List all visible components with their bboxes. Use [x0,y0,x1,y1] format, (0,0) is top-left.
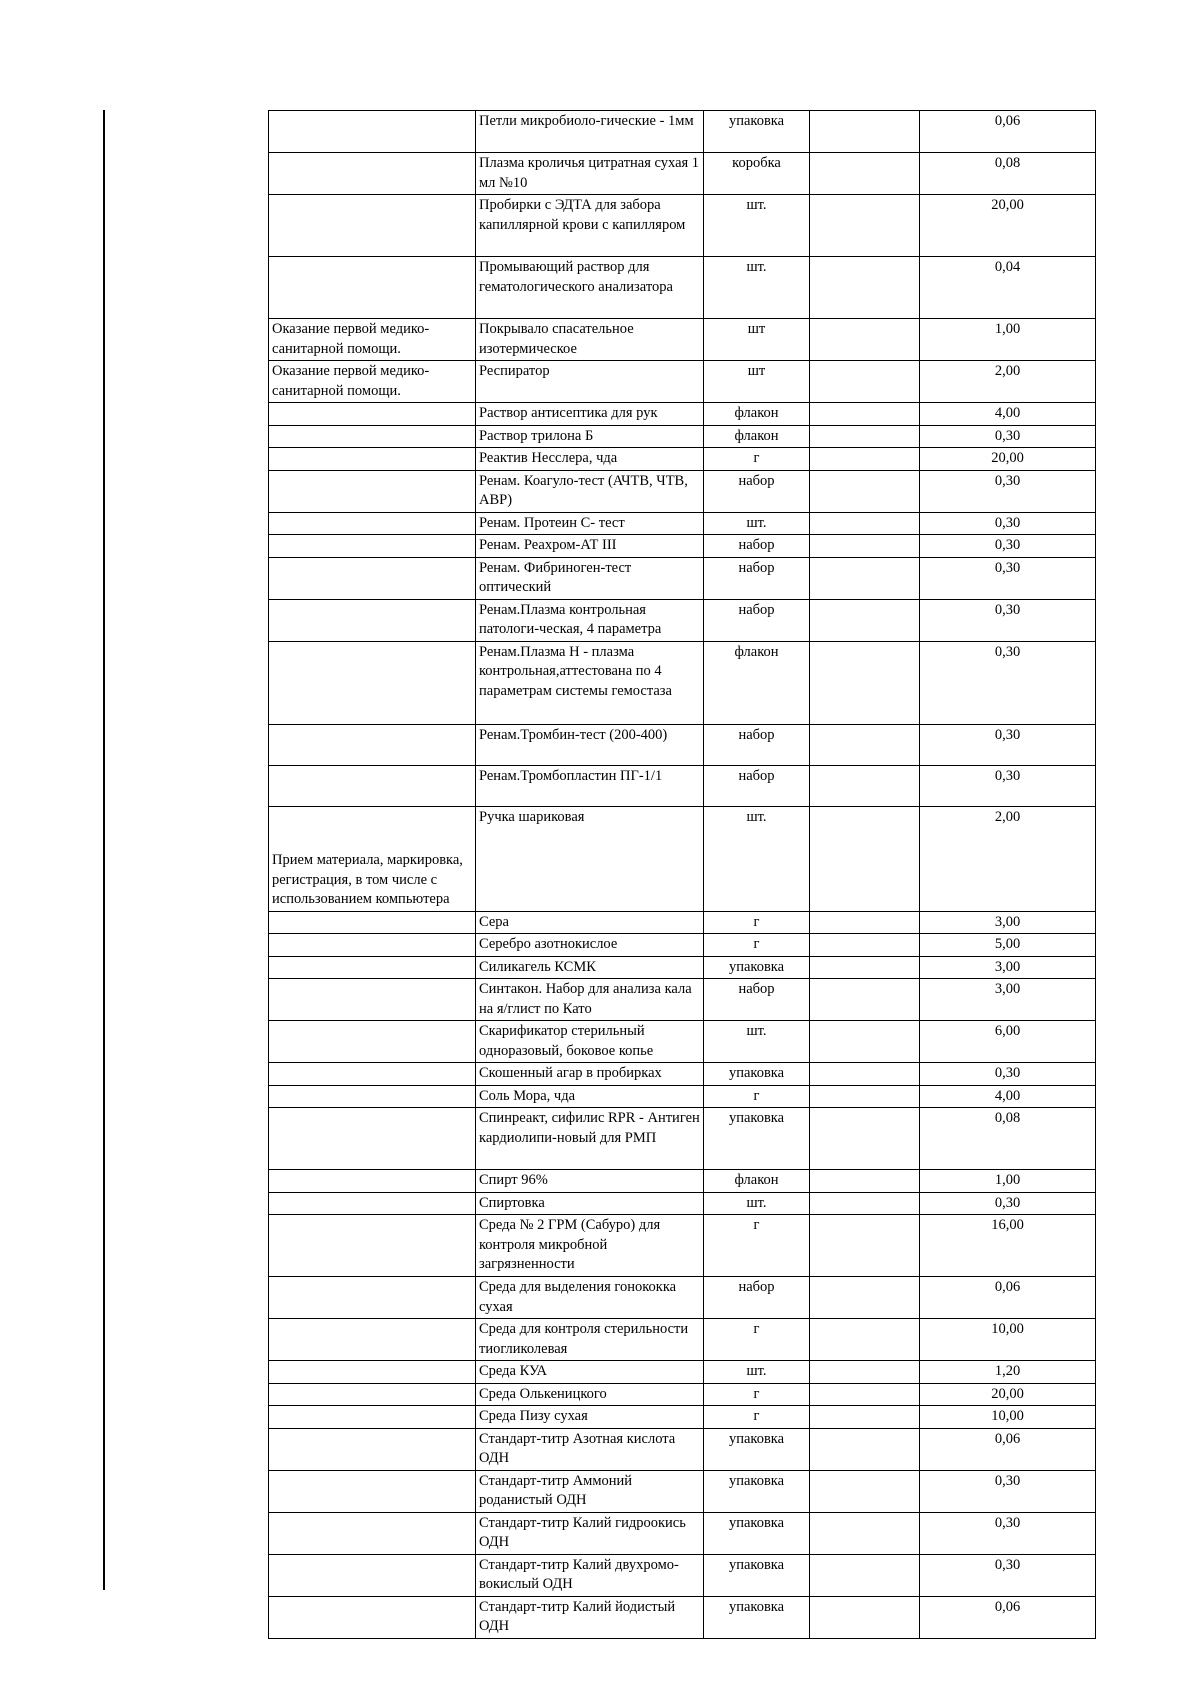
empty-cell [810,724,920,765]
service-cell [269,1021,476,1063]
table-row [269,956,1096,979]
table-row [269,1021,1096,1063]
unit-cell: упаковка [704,1512,810,1554]
table-row [269,1512,1096,1554]
quantity-cell: 0,08 [920,153,1096,195]
quantity-cell: 4,00 [920,403,1096,426]
item-name-cell: Спиртовка [476,1192,704,1215]
unit-cell: упаковка [704,1554,810,1596]
table-row [269,1063,1096,1086]
service-cell [269,153,476,195]
quantity-cell: 6,00 [920,1021,1096,1063]
item-name-cell: Спирт 96% [476,1170,704,1193]
empty-cell [810,1596,920,1638]
empty-cell [810,425,920,448]
unit-cell: флакон [704,1170,810,1193]
empty-cell [810,1277,920,1319]
unit-cell: шт. [704,1192,810,1215]
empty-cell [810,257,920,319]
quantity-cell: 0,06 [920,1428,1096,1470]
quantity-cell: 1,20 [920,1361,1096,1384]
table-row [269,361,1096,403]
service-cell [269,1383,476,1406]
item-name-cell: Соль Мора, чда [476,1085,704,1108]
empty-cell [810,1108,920,1170]
table-row [269,1406,1096,1429]
empty-cell [810,979,920,1021]
table-row [269,535,1096,558]
unit-cell: набор [704,979,810,1021]
unit-cell: набор [704,535,810,558]
item-name-cell: Стандарт-титр Аммоний роданистый ОДН [476,1470,704,1512]
item-name-cell: Петли микробиоло-гические - 1мм [476,111,704,153]
service-cell: Прием материала, маркировка, регистрация, в том числе с использованием компьютера [269,806,476,911]
quantity-cell: 0,30 [920,599,1096,641]
empty-cell [810,911,920,934]
service-cell [269,765,476,806]
item-name-cell: Спинреакт, сифилис RPR - Антиген кардиолипи-новый для РМП [476,1108,704,1170]
item-name-cell: Раствор антисептика для рук [476,403,704,426]
quantity-cell: 0,30 [920,1512,1096,1554]
table-row [269,1085,1096,1108]
quantity-cell: 0,06 [920,111,1096,153]
service-cell [269,641,476,724]
unit-cell: набор [704,599,810,641]
empty-cell [810,361,920,403]
quantity-cell: 3,00 [920,956,1096,979]
service-cell [269,448,476,471]
empty-cell [810,1406,920,1429]
margin-rule [103,110,105,1590]
quantity-cell: 3,00 [920,979,1096,1021]
unit-cell: флакон [704,425,810,448]
item-name-cell: Среда для выделения гонококка сухая [476,1277,704,1319]
table-row [269,425,1096,448]
table-row [269,1383,1096,1406]
item-name-cell: Скошенный агар в пробирках [476,1063,704,1086]
table-row [269,806,1096,911]
quantity-cell: 0,30 [920,1470,1096,1512]
service-cell [269,557,476,599]
service-cell [269,1085,476,1108]
unit-cell: упаковка [704,111,810,153]
unit-cell: флакон [704,641,810,724]
item-name-cell: Плазма кроличья цитратная сухая 1 мл №10 [476,153,704,195]
table-row [269,319,1096,361]
table-row [269,257,1096,319]
quantity-cell: 1,00 [920,319,1096,361]
unit-cell: упаковка [704,1063,810,1086]
empty-cell [810,448,920,471]
table-row [269,512,1096,535]
quantity-cell: 20,00 [920,195,1096,257]
quantity-cell: 0,30 [920,1554,1096,1596]
item-name-cell: Серебро азотнокислое [476,934,704,957]
service-cell [269,724,476,765]
service-cell [269,1063,476,1086]
quantity-cell: 0,30 [920,765,1096,806]
service-cell [269,111,476,153]
quantity-cell: 0,30 [920,641,1096,724]
item-name-cell: Стандарт-титр Калий йодистый ОДН [476,1596,704,1638]
unit-cell: г [704,448,810,471]
service-cell [269,1108,476,1170]
item-name-cell: Среда КУА [476,1361,704,1384]
quantity-cell: 0,30 [920,470,1096,512]
service-cell [269,512,476,535]
empty-cell [810,1021,920,1063]
service-cell [269,1277,476,1319]
unit-cell: шт. [704,512,810,535]
quantity-cell: 0,30 [920,557,1096,599]
unit-cell: г [704,1319,810,1361]
service-cell: Оказание первой медико-санитарной помощи. [269,361,476,403]
quantity-cell: 1,00 [920,1170,1096,1193]
empty-cell [810,111,920,153]
table-row [269,403,1096,426]
unit-cell: шт. [704,1021,810,1063]
table-row [269,1319,1096,1361]
service-cell [269,956,476,979]
quantity-cell: 0,30 [920,724,1096,765]
unit-cell: упаковка [704,1428,810,1470]
empty-cell [810,512,920,535]
unit-cell: шт [704,361,810,403]
empty-cell [810,1470,920,1512]
item-name-cell: Среда № 2 ГРМ (Сабуро) для контроля микробной загрязненности [476,1215,704,1277]
service-cell [269,1319,476,1361]
service-cell [269,425,476,448]
table-row [269,599,1096,641]
quantity-cell: 10,00 [920,1319,1096,1361]
unit-cell: шт. [704,1361,810,1384]
quantity-cell: 10,00 [920,1406,1096,1429]
service-cell [269,1512,476,1554]
unit-cell: упаковка [704,1470,810,1512]
service-cell [269,1406,476,1429]
unit-cell: упаковка [704,956,810,979]
empty-cell [810,1319,920,1361]
quantity-cell: 0,30 [920,512,1096,535]
unit-cell: шт [704,319,810,361]
unit-cell: г [704,911,810,934]
quantity-cell: 2,00 [920,806,1096,911]
service-cell [269,934,476,957]
quantity-cell: 0,30 [920,1063,1096,1086]
table-row [269,1361,1096,1384]
item-name-cell: Синтакон. Набор для анализа кала на я/глист по Като [476,979,704,1021]
service-cell [269,1192,476,1215]
item-name-cell: Скарификатор стерильный одноразовый, боковое копье [476,1021,704,1063]
unit-cell: коробка [704,153,810,195]
item-name-cell: Ренам.Тромбопластин ПГ-1/1 [476,765,704,806]
item-name-cell: Пробирки с ЭДТА для забора капиллярной крови с капилляром [476,195,704,257]
table-row [269,724,1096,765]
supplies-table-body [269,111,1096,1639]
service-cell [269,1596,476,1638]
table-row [269,1215,1096,1277]
quantity-cell: 20,00 [920,1383,1096,1406]
unit-cell: набор [704,724,810,765]
service-cell [269,979,476,1021]
empty-cell [810,1170,920,1193]
unit-cell: упаковка [704,1596,810,1638]
item-name-cell: Ренам.Плазма Н - плазма контрольная,аттестована по 4 параметрам системы гемостаза [476,641,704,724]
table-row [269,1596,1096,1638]
unit-cell: набор [704,765,810,806]
quantity-cell: 0,06 [920,1277,1096,1319]
empty-cell [810,403,920,426]
quantity-cell: 0,30 [920,1192,1096,1215]
empty-cell [810,641,920,724]
unit-cell: шт. [704,257,810,319]
empty-cell [810,1085,920,1108]
quantity-cell: 0,06 [920,1596,1096,1638]
empty-cell [810,195,920,257]
service-cell [269,599,476,641]
service-cell [269,1361,476,1384]
unit-cell: набор [704,557,810,599]
unit-cell: г [704,1215,810,1277]
table-row [269,448,1096,471]
table-row [269,470,1096,512]
service-cell [269,1428,476,1470]
table-row [269,765,1096,806]
empty-cell [810,765,920,806]
empty-cell [810,1192,920,1215]
empty-cell [810,1512,920,1554]
quantity-cell: 0,30 [920,535,1096,558]
table-row [269,641,1096,724]
service-cell [269,1470,476,1512]
item-name-cell: Среда Олькеницкого [476,1383,704,1406]
empty-cell [810,1215,920,1277]
item-name-cell: Стандарт-титр Калий гидроокись ОДН [476,1512,704,1554]
service-cell [269,195,476,257]
item-name-cell: Стандарт-титр Азотная кислота ОДН [476,1428,704,1470]
item-name-cell: Силикагель КСМК [476,956,704,979]
service-cell: Оказание первой медико-санитарной помощи. [269,319,476,361]
item-name-cell: Сера [476,911,704,934]
item-name-cell: Промывающий раствор для гематологического анализатора [476,257,704,319]
item-name-cell: Покрывало спасательное изотермическое [476,319,704,361]
item-name-cell: Реактив Несслера, чда [476,448,704,471]
quantity-cell: 5,00 [920,934,1096,957]
unit-cell: упаковка [704,1108,810,1170]
table-row [269,195,1096,257]
unit-cell: набор [704,470,810,512]
table-row [269,1277,1096,1319]
quantity-cell: 0,04 [920,257,1096,319]
empty-cell [810,934,920,957]
unit-cell: набор [704,1277,810,1319]
table-row [269,979,1096,1021]
empty-cell [810,153,920,195]
empty-cell [810,319,920,361]
unit-cell: шт. [704,806,810,911]
table-row [269,1428,1096,1470]
empty-cell [810,1383,920,1406]
table-row [269,911,1096,934]
unit-cell: г [704,1406,810,1429]
empty-cell [810,806,920,911]
unit-cell: г [704,934,810,957]
table-row [269,1170,1096,1193]
unit-cell: г [704,1383,810,1406]
unit-cell: флакон [704,403,810,426]
empty-cell [810,1428,920,1470]
empty-cell [810,535,920,558]
service-cell [269,1554,476,1596]
table-row [269,1470,1096,1512]
item-name-cell: Ручка шариковая [476,806,704,911]
service-cell [269,257,476,319]
unit-cell: г [704,1085,810,1108]
empty-cell [810,557,920,599]
quantity-cell: 2,00 [920,361,1096,403]
item-name-cell: Среда для контроля стерильности тиогликолевая [476,1319,704,1361]
table-row [269,934,1096,957]
supplies-table [268,110,1096,1639]
quantity-cell: 0,08 [920,1108,1096,1170]
quantity-cell: 3,00 [920,911,1096,934]
item-name-cell: Респиратор [476,361,704,403]
empty-cell [810,599,920,641]
table-row [269,557,1096,599]
table-row [269,1554,1096,1596]
service-cell [269,1170,476,1193]
quantity-cell: 16,00 [920,1215,1096,1277]
item-name-cell: Ренам. Реахром-АТ III [476,535,704,558]
table-row [269,1108,1096,1170]
service-cell [269,911,476,934]
quantity-cell: 4,00 [920,1085,1096,1108]
table-row [269,153,1096,195]
service-cell [269,403,476,426]
service-cell [269,535,476,558]
item-name-cell: Ренам. Протеин С- тест [476,512,704,535]
empty-cell [810,1361,920,1384]
service-cell [269,470,476,512]
item-name-cell: Среда Пизу сухая [476,1406,704,1429]
quantity-cell: 0,30 [920,425,1096,448]
service-cell [269,1215,476,1277]
item-name-cell: Ренам. Коагуло-тест (АЧТВ, ЧТВ, АВР) [476,470,704,512]
item-name-cell: Раствор трилона Б [476,425,704,448]
item-name-cell: Ренам.Тромбин-тест (200-400) [476,724,704,765]
empty-cell [810,1063,920,1086]
item-name-cell: Стандарт-титр Калий двухромо-вокислый ОДН [476,1554,704,1596]
empty-cell [810,956,920,979]
quantity-cell: 20,00 [920,448,1096,471]
unit-cell: шт. [704,195,810,257]
table-row [269,1192,1096,1215]
table-row [269,111,1096,153]
empty-cell [810,470,920,512]
empty-cell [810,1554,920,1596]
item-name-cell: Ренам. Фибриноген-тест оптический [476,557,704,599]
item-name-cell: Ренам.Плазма контрольная патологи-ческая, 4 параметра [476,599,704,641]
